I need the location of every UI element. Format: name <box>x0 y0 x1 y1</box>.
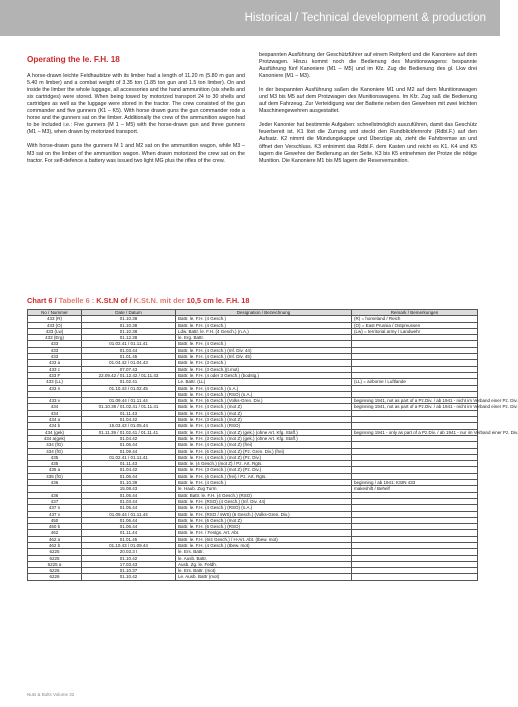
cell-designation: Battr. le. F.H. / Festgs. Art. Abt. <box>176 530 352 536</box>
cell-date: 01.02.41 <box>82 379 176 385</box>
cell-designation: Battr. le. F.H. (4 Gesch.) (mot Z) <box>176 404 352 410</box>
cell-date: 01.10.38 <box>82 322 176 328</box>
cell-designation: Battr. le. F.H. (3 Gesch.) (mot Z) (Pz. Div.) <box>176 467 352 473</box>
cell-number: 434 (fG) <box>28 442 82 448</box>
cell-date: 20.03.3 I <box>82 549 176 555</box>
cell-designation: Battr. le. F.H. (4 Gesch.) (Inf. Div. 44) <box>176 347 352 353</box>
cell-designation: Battr. le. F.H. (4 Gesch.) (tbew. mot) <box>176 542 352 548</box>
cell-date: 01.10.43 / 01.09.44 <box>82 542 176 548</box>
cell-designation: Le. Battr. (LL) <box>176 379 352 385</box>
cell-designation: Battr. le. F.H. (3 Gesch.)(t.mot) <box>176 366 352 372</box>
cell-designation: Battr. le. F.H. (6 Gesch.) (frei) / Pz. Art. Rgts. <box>176 473 352 479</box>
cell-date: 07.07.43 <box>82 366 176 372</box>
cell-date: 01.03.44 <box>82 347 176 353</box>
cell-remark: makeshift / Behelf <box>352 486 478 492</box>
footer-text: Nuts & Bolts Volume 32 <box>27 692 75 697</box>
cell-number: 433 a <box>28 360 82 366</box>
cell-date: 01.10.42 <box>82 555 176 561</box>
column-header: Designation / Bezeichnung <box>176 310 352 316</box>
cell-date: 17.03.43 <box>82 561 176 567</box>
cell-date: 01.06.44 <box>82 473 176 479</box>
cell-designation: Battr. le. F.H. (4 Gesch.) (Inf. Div. 45) <box>176 354 352 360</box>
cell-date: 01.02.41 / 01.11.41 <box>82 454 176 460</box>
cell-date: 01.03.44 <box>82 498 176 504</box>
header-title: Historical / Technical development & production <box>244 12 486 24</box>
cell-designation: Battr. le. F.H. (4 Gesch.) (mot Z) (frei) <box>176 442 352 448</box>
cell-designation: Battr. le. F.H. (4 Gesch.) <box>176 316 352 322</box>
cell-date: 15.08.43 <box>82 486 176 492</box>
cell-date: 01.06.44 <box>82 524 176 530</box>
cell-number: 433 (LL) <box>28 379 82 385</box>
cell-designation: Battr. le. F.H. (3 Gesch.) (mot Z) (gek.) (ohne Art. Kfg. Staff.) <box>176 435 352 441</box>
cell-number: 433 (O) <box>28 322 82 328</box>
cell-designation: Battr. le. F.H. (4 Gesch.) (RSO) (n.A.) <box>176 391 352 397</box>
cell-date: 01.01.45 <box>82 354 176 360</box>
cell-number: 462 <box>28 530 82 536</box>
paragraph: Jeder Kanonier hat bestimmte Aufgaben: schnellstmöglich auszuführen, damit das Geschütz feuerbereit ist. K1 löst die Zurrung und steckt den Rundblickfernrohr (Rdbl.F.) auf den Aufsatz. K2 nimmt die Mündungskappe und Überzüge ab, zieht die Fahrbremse an und öffnet den Verschluss. K3 entnimmt das Rdbl.F. dem Kasten und reicht es K1. K4 und K5 lagern die Gewehre der Bedienung an der Seite. K3 bis K5 entnehmen der Protze die nötige Munition. Die Kanoniere M1 bis M5 lagern die Reservemunition. <box>259 122 477 164</box>
cell-number: 6225 a <box>28 561 82 567</box>
cell-designation: Battr. le. (4 Gesch.) (mot Z) / Pz. Art. Rgts. <box>176 461 352 467</box>
cell-remark: (R) = homeland / Reich <box>352 316 478 322</box>
paragraph: In der bespannten Ausführung saßen die Kanoniere M1 und M2 auf dem Munitionswagen und M3 bis M5 auf dem Protzwagen des Munitionswagens. Im Kfz. Zug saß die Bedienung auf dem Fahrzeug. Zur Verteidigung war der Batterie neben den Gewehren mit zwei leichten Maschinengewehren ausgestattet. <box>259 87 477 115</box>
cell-designation: le. Ers. Battr. (mot) <box>176 568 352 574</box>
cell-number: 450 b <box>28 524 82 530</box>
cell-number: 434 a <box>28 417 82 423</box>
paragraph: A horse-drawn leichte Feldhaubitze with its limber had a length of 11.20 m (5.80 m gun and 5.40 m limber) and a combat weight of 3.35 ton (1.85 ton gun and 1.5 ton limber). On and inside the limber the whole luggage, all accessories and the hand ammunition (six shells and six cartridges) were stored. When being towed by motorized transport 24 to 30 shells and cartridges as well as the luggage were stored in the tractor. The crew consisted of the gun commander and five gunners (K1 – K5). With horse drawn guns the gun commander rode a horse and the gunners sat on the limber. Additionally the crew of the ammunition wagon had to be included i.e.: Five gunners (M 1 – M5) with the horse-drawn gun and three gunners (M1 – M3), when drawn by motorized transport. <box>27 73 245 136</box>
cell-number: 434 (fG) <box>28 448 82 454</box>
kstn-table <box>27 309 518 581</box>
cell-designation: Battr. le. F.H. (4 Gesch.) <box>176 480 352 486</box>
cell-number: 6226 <box>28 568 82 574</box>
cell-number: 433 (Erg) <box>28 335 82 341</box>
cell-date: 01.02.41 / 01.11.41 <box>82 341 176 347</box>
cell-number: 6226 <box>28 574 82 580</box>
cell-date: 01.12.38 <box>82 335 176 341</box>
cell-date: 01.11.44 <box>82 530 176 536</box>
cell-designation: Battr. le. F.H. (6 Gesch.) (mot Z) <box>176 517 352 523</box>
cell-date: 01.04.42 / 01.04.43 <box>82 360 176 366</box>
cell-number: 433 (Lw) <box>28 328 82 334</box>
cell-date: 01.10.39 <box>82 480 176 486</box>
cell-number: 436 <box>28 480 82 486</box>
cell-designation: le. Haub. Zug Turm <box>176 486 352 492</box>
cell-number: 433 c <box>28 366 82 372</box>
cell-number: 434 <box>28 410 82 416</box>
column-header: Date / Datum <box>82 310 176 316</box>
cell-number: 434 (gek) <box>28 429 82 435</box>
paragraph: With horse-drawn guns the gunners M 1 and M2 sat on the ammunition wagon, while M3 – M3 sat on the limber of the ammunition wagon. When drawn motorized the crew sat on the tractor. For self-defence a battery was issued two light MG plus the rifles of the crew. <box>27 143 245 164</box>
cell-number: 437 <box>28 498 82 504</box>
cell-date: 01.06.44 <box>82 442 176 448</box>
cell-number: 436 <box>28 492 82 498</box>
cell-date: 01.04.42 <box>82 467 176 473</box>
cell-designation: Ldw. Battr. le. F.H. (4 Gesch.) (n.A.) <box>176 328 352 334</box>
paragraph: bespannten Ausführung der Geschützführer auf einem Reitpferd und die Kanoniere auf dem Protzwagen. Hinzu kommt noch die Bedienung des Munitionswagens: bespannte Ausführung fünf Kanoniere (M1 – M5) und im Kfz. Zug die Bedienung des gl. Lkw drei Kanoniere (M1 – M3). <box>259 52 477 80</box>
cell-remark: beginning 1941, not as part of a Pz.Div. / ab 1941 - nicht im Verband einer Pz. Div. <box>352 398 478 404</box>
cell-designation: Ausb. Zg. le. Feldh. <box>176 561 352 567</box>
cell-designation: Battr. le. F.H. (4 Gesch.) <box>176 341 352 347</box>
cell-date: 01.10.38 <box>82 328 176 334</box>
cell-date: 01.01.45 <box>82 536 176 542</box>
article-right-column <box>259 52 477 172</box>
cell-date: 01.10.37 <box>82 568 176 574</box>
cell-date: 01.09.44 / 01.11.44 <box>82 398 176 404</box>
cell-date: 01.09.44 <box>82 448 176 454</box>
cell-number: 433 n <box>28 385 82 391</box>
cell-date: 01.10.43 / 01.02.45 <box>82 385 176 391</box>
cell-date: 01.11.43 <box>82 410 176 416</box>
cell-designation: Battr. le. F.H. (4 Gesch.) (mot Z) (Pz. Div.) <box>176 454 352 460</box>
chart-title: Chart 6 / Tabelle 6 : K.St.N of / K.St.N. mit der 10,5 cm le. F.H. 18 <box>27 296 250 305</box>
cell-designation: Battr. le. F.H. (6/4 Gesch.) / H-Art. Abt. (tbew. mot) <box>176 536 352 542</box>
cell-remark: beginning / ab 1941: KStN 433 <box>352 480 478 486</box>
cell-designation: Battr. le. F.H. (4 Gesch.) (RSO) <box>176 423 352 429</box>
cell-number: 434 <box>28 404 82 410</box>
cell-number: 434 a(gek) <box>28 435 82 441</box>
article-left-column <box>27 52 245 172</box>
cell-date: 01.10.42 <box>82 574 176 580</box>
table-row <box>28 574 478 580</box>
cell-designation: le. Ausb. Battr. <box>176 555 352 561</box>
cell-date: 22.09.42 / 01.12.42 / 01.11.43 <box>82 372 176 378</box>
cell-date: 01.11.39 / 01.02.41 / 01.11.41 <box>82 429 176 435</box>
cell-designation: Le. Ausb. Battr (mot) <box>176 574 352 580</box>
column-header: Remark / Bemerkungen <box>352 310 478 316</box>
cell-number: 433 <box>28 347 82 353</box>
cell-date: 01.09.44 / 01.11.44 <box>82 511 176 517</box>
cell-number: 434 b <box>28 423 82 429</box>
header-bar <box>0 0 500 36</box>
cell-number: 6225 <box>28 549 82 555</box>
cell-number: 462 b <box>28 542 82 548</box>
cell-designation: Battr. le. F.H. (4 Gesch.) (RSO) (n.A.) <box>176 505 352 511</box>
cell-designation: Battr. le. F.H. (6 Gesch.) (mot Z) (Pz. Gren. Div.) (frei) <box>176 448 352 454</box>
cell-number: 437 n <box>28 505 82 511</box>
cell-date: 01.04.42 <box>82 417 176 423</box>
cell-designation: Battr. le. F.H. (4 Gesch.) (mot Z) <box>176 410 352 416</box>
cell-date: 01.05.44 <box>82 505 176 511</box>
cell-remark: beginning 1941 - only as part of a Pz.Div. / ab 1941 - nur im Verband einer Pz. Div. <box>352 429 478 435</box>
cell-designation: Battr. le. F.H. (4 Gesch.) <box>176 322 352 328</box>
cell-designation: Battr. le. F.H. (RSO) (4 Gesch.) (Inf. Div. 44) <box>176 498 352 504</box>
cell-number: 433 v <box>28 398 82 404</box>
cell-number: 435 (fG) <box>28 473 82 479</box>
article-title: Operating the le. F.H. 18 <box>27 55 120 64</box>
cell-designation: Battr. le. F.H. (4 oder 3 Gesch.) (bodstg.) <box>176 372 352 378</box>
cell-number: 435 <box>28 454 82 460</box>
cell-date: 01.10.38 / 01.02.41 / 01.11.41 <box>82 404 176 410</box>
cell-designation: Battr. le. F.H. (4 Gesch.) (mot Z) (gek.) (ohne Art. Kfg. Staff.) <box>176 429 352 435</box>
cell-date: 01.05.44 <box>82 492 176 498</box>
cell-designation: Battr. le. F.H. (6 Gesch.) (RSO) <box>176 524 352 530</box>
cell-number: 433 <box>28 341 82 347</box>
cell-number: 450 <box>28 517 82 523</box>
cell-designation: Battr. le. F.H. (6 Gesch.) (Volks-Gren. Div.) <box>176 398 352 404</box>
cell-designation: Battr. le. F.H. (RSO / sWS) (6 Gesch.) (Volks-Gren. Div.) <box>176 511 352 517</box>
cell-number: 433 F <box>28 372 82 378</box>
cell-date: 01.06.44 <box>82 517 176 523</box>
cell-designation: Battr. Battr. le. F.H. (4 Gesch.) (RSO) <box>176 492 352 498</box>
cell-number: 435 <box>28 461 82 467</box>
cell-date: 15.03.43 / 01.05.44 <box>82 423 176 429</box>
cell-designation: le. Erg. Battr. <box>176 335 352 341</box>
cell-designation: Battr. le. F.H. (4 Gesch.) (n.A.) <box>176 385 352 391</box>
table-body <box>28 316 518 580</box>
cell-number: 433 (R) <box>28 316 82 322</box>
cell-designation: Battr. le. F.H. (3 Gesch.) <box>176 360 352 366</box>
cell-remark <box>352 574 478 580</box>
cell-date: 01.10.38 <box>82 316 176 322</box>
cell-number: 6225 <box>28 555 82 561</box>
column-header: No / Nummer <box>28 310 82 316</box>
cell-designation: le. Ers. Battr. <box>176 549 352 555</box>
cell-number: 462 a <box>28 536 82 542</box>
cell-designation: Battr. le. F.H. (3 Gesch.) (mot Z) <box>176 417 352 423</box>
cell-number: 435 a <box>28 467 82 473</box>
cell-remark: (Lw) = territorial army / Landwehr <box>352 328 478 334</box>
cell-number: 433 <box>28 354 82 360</box>
cell-remark: (O) = East Prussia / Ostpreussen <box>352 322 478 328</box>
cell-number: 437 v <box>28 511 82 517</box>
cell-remark: (LL) = airborne / Luftlande <box>352 379 478 385</box>
cell-remark: beginning 1941, not as part of a Pz.Div. / ab 1941 - nicht im Verband einer Pz. Div. <box>352 404 478 410</box>
cell-date: 01.11.43 <box>82 461 176 467</box>
cell-date: 01.04.42 <box>82 435 176 441</box>
